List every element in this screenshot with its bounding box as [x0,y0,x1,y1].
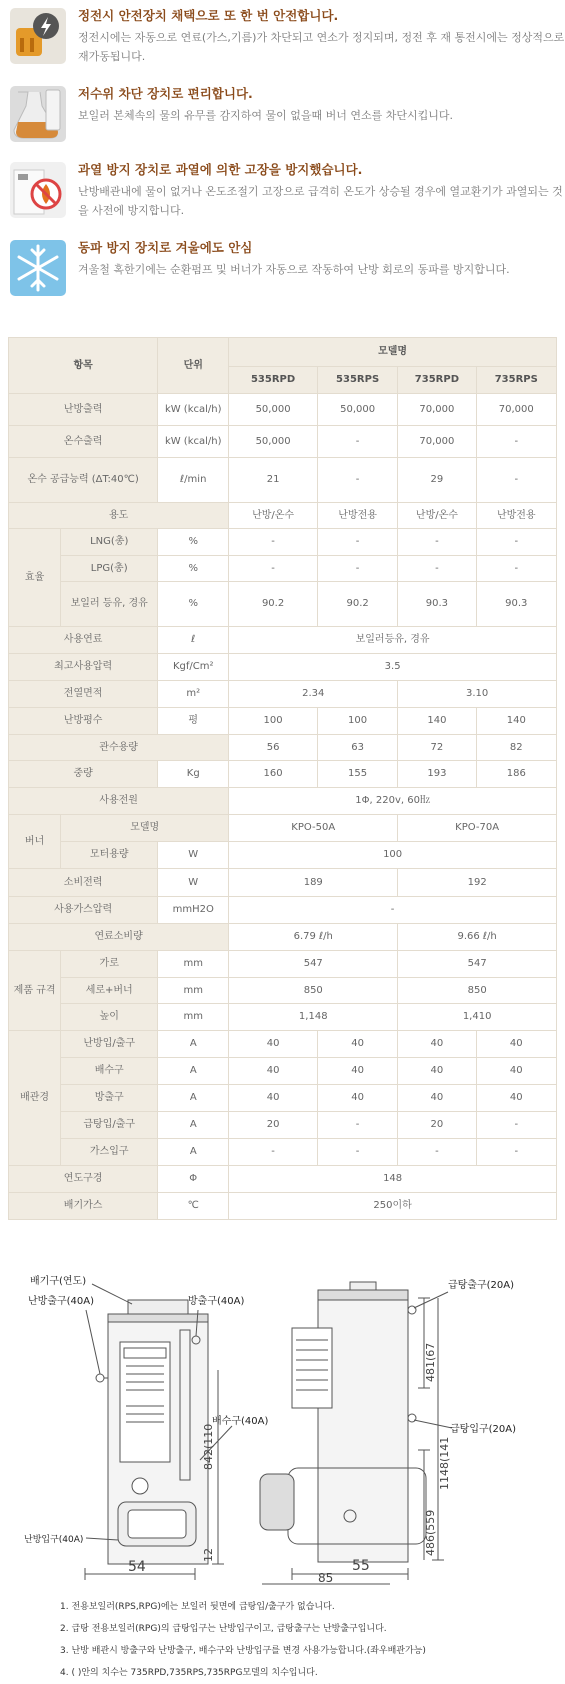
boiler-fire-icon [10,162,66,218]
table-row: 난방평수 평 100 100 140 140 [9,708,557,735]
table-row: 온수 공급능력 (ΔT:40℃) ℓ/min 21 - 29 - [9,458,557,503]
table-row: 용도 난방/온수 난방전용 난방/온수 난방전용 [9,503,557,529]
table-row: 제품 규격 가로 mm 547 547 [9,951,557,978]
table-row: 높이 mm 1,148 1,410 [9,1004,557,1031]
dim-55: 55 [352,1558,370,1574]
header-model: 모델명 [229,338,557,367]
power-plug-icon [10,8,66,64]
table-row: 배관경 난방입/출구 A 40 40 40 40 [9,1031,557,1058]
model-col: 735RPS [476,367,556,394]
table-row: 사용전원 1Φ, 220v, 60㎐ [9,788,557,815]
label-drain: 배수구(40A) [212,1416,269,1427]
table-row: 전열면적 m² 2.34 3.10 [9,681,557,708]
table-row: 연도구경 Φ 148 [9,1166,557,1193]
note-item: 1. 전용보일러(RPS,RPG)에는 보일러 뒷면에 급탕입/출구가 없습니다. [60,1602,335,1612]
table-row: 사용가스압력 mmH2O - [9,897,557,924]
label-hot-in: 급탕입구(20A) [450,1424,517,1435]
boiler-diagram [0,1270,565,1590]
feature-title: 저수위 차단 장치로 편리합니다. [78,86,253,101]
note-item: 2. 급탕 전용보일러(RPG)의 급탕입구는 난방입구이고, 급탕출구는 난방출구입니다. [60,1624,387,1634]
table-row: 모터용량 W 100 [9,842,557,869]
flask-icon [10,86,66,142]
feature-desc: 난방배관내에 물이 없거나 온도조절기 고장으로 급격히 온도가 상승될 경우에 열교환기가 과열되는 것을 사전에 방지합니다. [78,185,563,217]
table-row: 소비전력 W 189 192 [9,869,557,897]
table-row: 방출구 A 40 40 40 40 [9,1085,557,1112]
feature-title: 동파 방지 장치로 겨울에도 안심 [78,240,253,255]
table-row: LPG(총) % - - - - [9,556,557,582]
table-row: 중량 Kg 160 155 193 186 [9,761,557,788]
table-row: 급탕입/출구 A 20 - 20 - [9,1112,557,1139]
feature-title: 과열 방지 장치로 과열에 의한 고장을 방지했습니다. [78,162,363,177]
table-row: 연료소비량 6.79 ℓ/h 9.66 ℓ/h [9,924,557,951]
dim-54: 54 [128,1559,146,1575]
note-item: 3. 난방 배관시 방출구와 난방출구, 배수구와 난방입구를 변경 사용가능합니다.(좌우배관가능) [60,1646,426,1656]
label-hot-out: 급탕출구(20A) [448,1280,515,1291]
model-col: 535RPD [229,367,318,394]
dim-842: 842(110 [202,1423,215,1470]
snowflake-icon [10,240,66,296]
label-release: 방출구(40A) [188,1296,245,1307]
dim-85: 85 [318,1571,334,1585]
notes [60,1596,426,1684]
feature-desc: 보일러 본체속의 물의 유무를 감지하여 물이 없을때 버너 연소를 차단시킵니다. [78,109,453,122]
table-row: 세로+버너 mm 850 850 [9,978,557,1004]
table-row: 최고사용압력 Kgf/Cm² 3.5 [9,654,557,681]
table-row: 배기가스 ℃ 250이하 [9,1193,557,1220]
table-row: 가스입구 A - - - - [9,1139,557,1166]
table-row: 사용연료 ℓ 보일러등유, 경유 [9,627,557,654]
label-heat-out: 난방출구(40A) [28,1296,95,1307]
dim-481: 481(67 [424,1342,437,1382]
table-row: 효율 LNG(총) % - - - - [9,529,557,556]
feature-title: 정전시 안전장치 채택으로 또 한 번 안전합니다. [78,8,339,23]
table-row: 관수용량 56 63 72 82 [9,735,557,761]
note-item: 4. ( )안의 치수는 735RPD,735RPS,735RPG모델의 치수입니다. [60,1668,318,1678]
dim-486: 486(559 [424,1509,437,1556]
dim-1148: 1148(141 [438,1436,451,1490]
spec-table [8,337,557,1220]
table-row: 난방출력 kW (kcal/h) 50,000 50,000 70,000 70,000 [9,394,557,426]
model-col: 735RPD [398,367,476,394]
model-col: 535RPS [317,367,397,394]
header-unit: 단위 [158,338,229,394]
table-row: 온수출력 kW (kcal/h) 50,000 - 70,000 - [9,426,557,458]
table-row: 보일러 등유, 경유 % 90.2 90.2 90.3 90.3 [9,582,557,627]
feature-desc: 정전시에는 자동으로 연료(가스,기름)가 차단되고 연소가 정지되며, 정전 후 재 통전시에는 정상적으로 재가동됩니다. [78,31,565,63]
feature-desc: 겨울철 혹한기에는 순환펌프 및 버너가 자동으로 작동하여 난방 회로의 동파를 방지합니다. [78,263,510,276]
header-item: 항목 [9,338,158,394]
dim-12: 12 [202,1548,215,1562]
label-heat-in: 난방입구(40A) [24,1535,84,1545]
table-row: 배수구 A 40 40 40 40 [9,1058,557,1085]
label-exhaust: 배기구(연도) [30,1276,87,1287]
table-row: 버너 모델명 KPO-50A KPO-70A [9,815,557,842]
